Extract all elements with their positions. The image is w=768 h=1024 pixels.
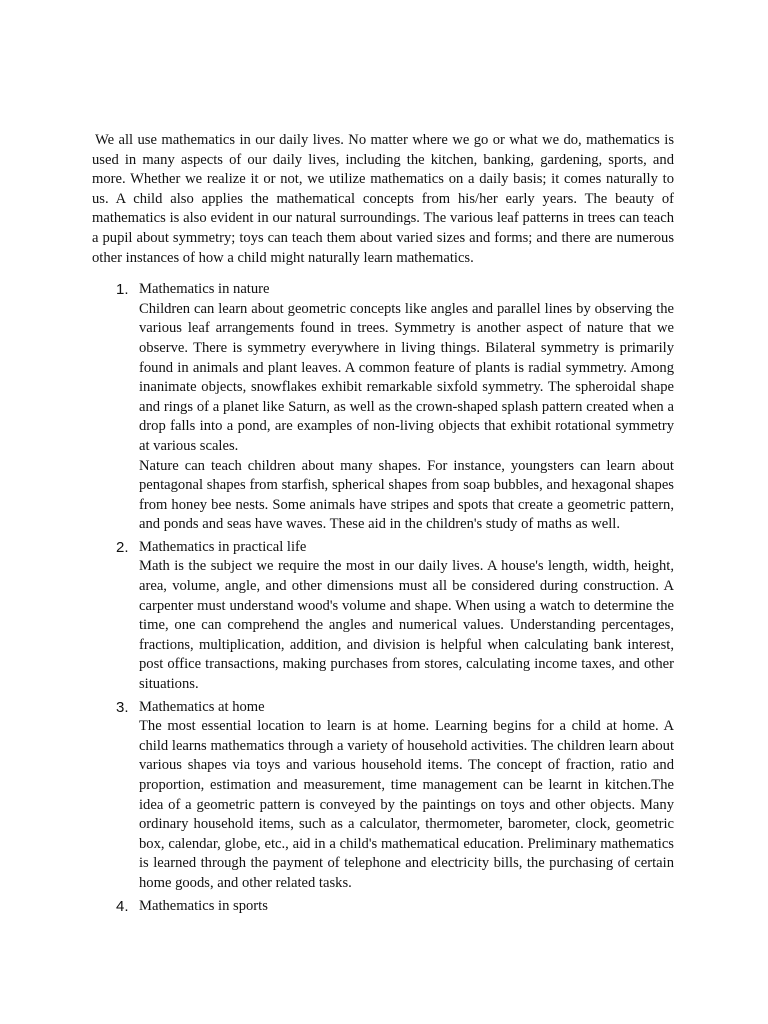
section-paragraph: Children can learn about geometric concepts like angles and parallel lines by observing the various leaf arrangements found in trees. Symmetry is another aspect of nature that we observe. There is symmetry everywhere in living things. Bilateral symmetry is primarily found in animals and plant leaves. A common feature of plants is radial symmetry. Among inanimate objects, snowflakes exhibit remarkable sixfold symmetry. The spheroidal shape and rings of a planet like Saturn, as well as the crown-shaped splash pattern created when a drop falls into a pond, are examples of non-living objects that exhibit rotational symmetry at various scales. xyxy=(139,300,674,454)
section-nature xyxy=(92,280,674,535)
document-page xyxy=(92,131,674,919)
section-number: 4. xyxy=(116,897,129,915)
section-number: 3. xyxy=(116,698,129,716)
section-heading: Mathematics at home xyxy=(139,698,265,715)
section-home xyxy=(92,698,674,894)
section-heading: Mathematics in sports xyxy=(139,897,268,914)
intro-paragraph: We all use mathematics in our daily lives. No matter where we go or what we do, mathematics is used in many aspects of our daily lives, including the kitchen, banking, gardening, sports, and more. Whether we realize it or not, we utilize mathematics on a daily basis; it comes naturally to us. A child also applies the mathematical concepts from his/her early years. The beauty of mathematics is also evident in our natural surroundings. The various leaf patterns in trees can teach a pupil about symmetry; toys can teach them about varied sizes and forms; and there are numerous other instances of how a child might naturally learn mathematics. xyxy=(92,132,674,266)
section-paragraph: Nature can teach children about many shapes. For instance, youngsters can learn about pentagonal shapes from starfish, spherical shapes from soap bubbles, and hexagonal shapes from honey bee nests. Some animals have stripes and spots that create a geometric pattern, and ponds and seas have waves. These aid in the children's study of maths as well. xyxy=(139,457,674,533)
section-paragraph: The most essential location to learn is at home. Learning begins for a child at home. A child learns mathematics through a variety of household activities. The children learn about various shapes via toys and various household items. The concept of fraction, ratio and proportion, estimation and measurement, time management can be learnt in kitchen.The idea of a geometric pattern is conveyed by the paintings on toys and other objects. Many ordinary household items, such as a calculator, thermometer, barometer, clock, geometric box, calendar, globe, etc., aid in a child's mathematical education. Preliminary mathematics is learned through the payment of telephone and electricity bills, the purchasing of certain home goods, and other related tasks. xyxy=(139,718,674,891)
section-paragraph: Math is the subject we require the most in our daily lives. A house's length, width, height, area, volume, angle, and other dimensions must all be considered during construction. A carpenter must understand wood's volume and shape. When using a watch to determine the time, one can comprehend the angles and numerical values. Understanding percentages, fractions, multiplication, addition, and division is helpful when calculating bank interest, post office transactions, making purchases from stores, calculating income taxes, and other situations. xyxy=(139,558,674,693)
section-number: 2. xyxy=(116,538,129,556)
section-practical-life xyxy=(92,538,674,695)
section-sports xyxy=(92,897,674,917)
section-heading: Mathematics in nature xyxy=(139,281,270,298)
section-number: 1. xyxy=(116,281,129,299)
section-heading: Mathematics in practical life xyxy=(139,538,307,555)
